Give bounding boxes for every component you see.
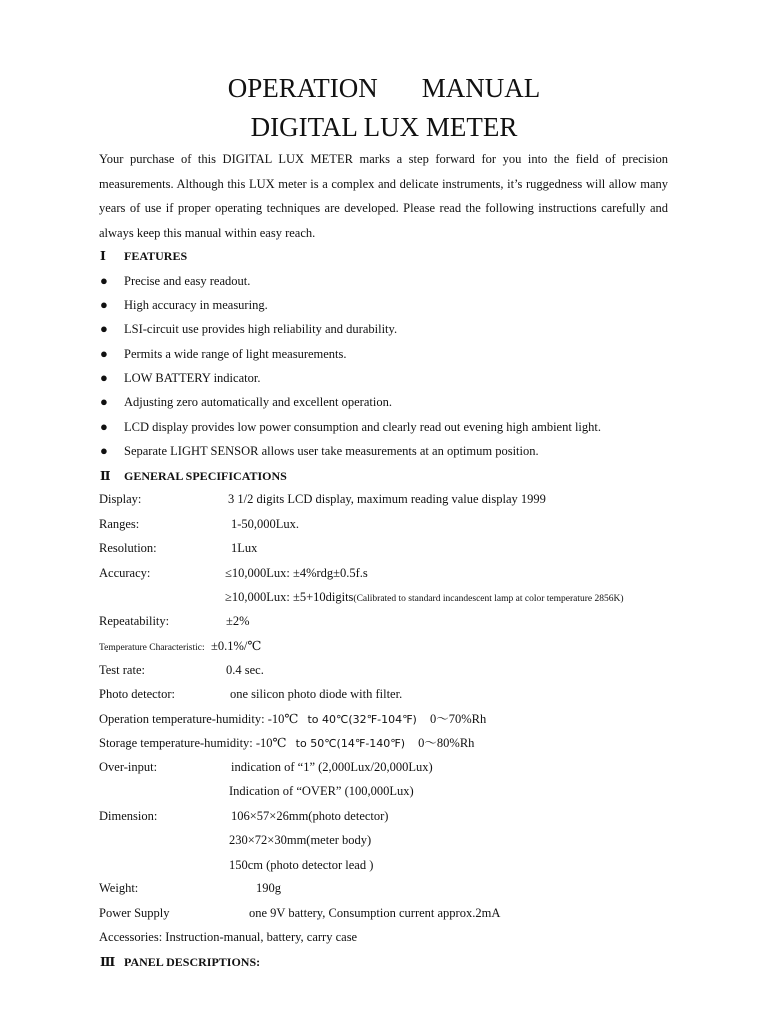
spec-value: 0.4 sec. — [226, 663, 264, 677]
spec-value: 3 1/2 digits LCD display, maximum reading value display 1999 — [228, 492, 546, 506]
spec-temp-char-row — [99, 637, 262, 657]
bullet-icon: ● — [100, 273, 108, 288]
spec-accuracy-row — [99, 564, 368, 582]
specs-numeral: Ⅱ — [100, 469, 111, 483]
features-heading: FEATURES — [124, 249, 188, 263]
spec-label: Dimension: — [99, 809, 158, 823]
spec-power-row — [99, 904, 501, 922]
accuracy-note: (Calibrated to standard incandescent lamp at color temperature 2856K) — [353, 594, 624, 604]
spec-label: Power Supply — [99, 906, 170, 920]
spec-label: Photo detector: — [99, 687, 176, 701]
specs-heading: GENERAL SPECIFICATIONS — [124, 469, 287, 483]
title-operation: OPERATION — [227, 73, 378, 103]
spec-op-temp-row — [99, 710, 486, 729]
spec-value: 150cm (photo detector lead ) — [229, 858, 374, 872]
spec-photo-row — [99, 685, 403, 703]
spec-storage-temp-row — [99, 734, 474, 753]
spec-value: 1-50,000Lux. — [231, 517, 300, 531]
spec-value: 0～80%Rh — [418, 736, 475, 750]
spec-value: ≤10,000Lux: ±4%rdg±0.5f.s — [225, 566, 368, 580]
bullet-icon: ● — [100, 321, 108, 336]
bullet-icon: ● — [100, 346, 108, 361]
spec-value: 190g — [256, 881, 281, 895]
spec-dimension-row — [99, 807, 389, 825]
spec-weight-row — [99, 879, 281, 897]
spec-label: Storage temperature-humidity: -10℃ — [99, 736, 287, 750]
spec-repeatability-row — [99, 612, 250, 630]
spec-over-input-row — [99, 758, 433, 776]
spec-value: to 50℃(14℉-140℉) — [295, 737, 406, 750]
spec-value: Indication of “OVER” (100,000Lux) — [229, 784, 414, 798]
spec-label: Ranges: — [99, 517, 140, 531]
spec-value: indication of “1” (2,000Lux/20,000Lux) — [231, 760, 433, 774]
title-manual: MANUAL — [421, 73, 541, 103]
spec-value: 0～70%Rh — [429, 712, 487, 726]
spec-label: Accuracy: — [99, 566, 151, 580]
spec-accessories-row: Accessories: Instruction-manual, battery, carry case — [99, 930, 358, 944]
spec-value: ±2% — [226, 614, 250, 628]
spec-value: ±0.1%/℃ — [211, 639, 262, 653]
spec-value: one 9V battery, Consumption current approx.2mA — [249, 906, 501, 920]
bullet-icon: ● — [100, 443, 108, 458]
title-line-1 — [0, 73, 768, 103]
spec-label: Temperature Characteristic: — [99, 643, 205, 653]
intro-paragraph: Your purchase of this DIGITAL LUX METER marks a step forward for you into the field of precision measurements. Although this LUX meter is a complex and delicate instruments, it’s ruggedness will allow many years of use if proper operating techniques are developed. Please read the following instructions carefully and always keep this manual within easy reach. — [99, 152, 668, 240]
spec-label: Over-input: — [99, 760, 158, 774]
spec-value: ≥10,000Lux: ±5+10digits(Calibrated to standard incandescent lamp at color temperature 2856K) — [225, 590, 624, 604]
spec-resolution-row — [99, 539, 258, 557]
bullet-icon: ● — [100, 370, 108, 385]
spec-display-row — [99, 490, 546, 508]
bullet-icon: ● — [100, 394, 108, 409]
title-line-2: DIGITAL LUX METER — [250, 112, 518, 142]
panel-heading: PANEL DESCRIPTIONS: — [124, 955, 261, 969]
spec-label: Display: — [99, 492, 142, 506]
spec-label: Weight: — [99, 881, 139, 895]
spec-value: 106×57×26mm(photo detector) — [231, 809, 389, 823]
spec-value: 1Lux — [231, 541, 258, 555]
bullet-icon: ● — [100, 297, 108, 312]
spec-value: to 40℃(32℉-104℉) — [307, 713, 417, 726]
spec-label: Operation temperature-humidity: -10℃ — [99, 712, 299, 726]
panel-numeral: Ⅲ — [100, 955, 116, 969]
document-page: OPERATION MANUAL DIGITAL LUX METER Your purchase of this DIGITAL LUX METER marks a step forward for you into the field of precision measurements. Although this LUX meter is a complex and delicate instruments, it’s ruggedness will allow many years of use if proper operating techniques are developed. Please read the following instructions carefully and always keep this manual within easy reach. Ⅰ FEATURES ● Precise and easy readout. ● High accuracy in measuring. ● LSI-circuit use provides high reliability and durability. ● Permits a wide range of light measurements. ● LOW BATTERY indicator. ● Adjusting zero automatically and excellent operation. ● LCD display provides low power consumption and clearly read out evening high ambient light. ● Separate LIGHT SENSOR allows user take measurements at an optimum position. Ⅱ GENERAL SPECIFICATIONS Display: 3 1/2 digits LCD display, maximum reading value display 1999 Ranges: 1-50,000Lux. Resolution: 1Lux Accuracy: ≤10,000Lux: ±4%rdg±0.5f.s ≥10,000Lux: ±5+10digits(Calibrated to standard incandescent lamp at color temperature 2856K) Repeatability: ±2% Temperature Characteristic: ±0.1%/℃ Test rate: 0.4 sec. Photo detector: one silicon photo diode with filter. Operation temperature-humidity: -10℃ to 40℃(32℉-104℉) 0～70%Rh Storage temperature-humidity: -10℃ to 50℃(14℉-140℉) 0～80%Rh Over-input: indication of “1” (2,000Lux/20,000Lux) Indication of “OVER” (100,000Lux) Dimension: 106×57×26mm(photo detector) 230×72×30mm(meter body) 150cm (photo detector lead ) Weight: 190g Power Supply one 9V battery, Consumption current approx.2mA Accessories: Instruction-manual, battery, carry case Ⅲ PANEL DESCRIPTIONS: — [0, 0, 768, 1024]
features-numeral: Ⅰ — [100, 249, 106, 263]
spec-label: Repeatability: — [99, 614, 170, 628]
spec-label: Test rate: — [99, 663, 145, 677]
spec-value: 230×72×30mm(meter body) — [229, 833, 372, 847]
spec-value: one silicon photo diode with filter. — [230, 687, 403, 701]
spec-ranges-row — [99, 515, 300, 533]
spec-test-rate-row — [99, 661, 264, 679]
spec-label: Resolution: — [99, 541, 157, 555]
bullet-icon: ● — [100, 419, 108, 434]
